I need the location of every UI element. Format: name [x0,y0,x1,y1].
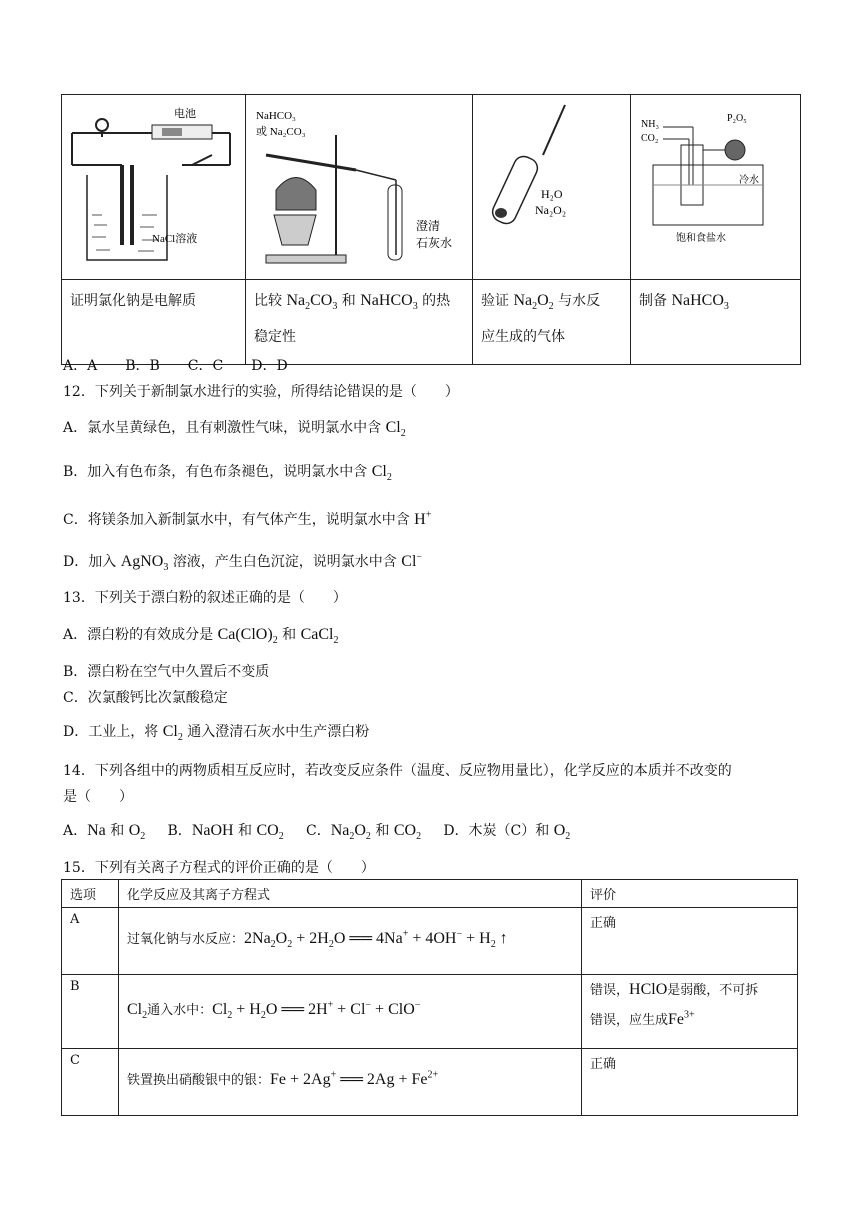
q15-stem: 15．下列有关离子方程式的评价正确的是（ ） [63,860,375,876]
row-a-evaluation: 正确 [582,908,798,975]
header-reaction: 化学反应及其离子方程式 [119,880,582,908]
svg-text:NaCl溶液: NaCl溶液 [152,233,198,245]
svg-text:NH₃: NH₃ [641,119,659,130]
svg-text:或 Na₂CO₃: 或 Na₂CO₃ [256,126,306,138]
row-a-reaction: 过氧化钠与水反应：$2Na_2O_2 + 2H_2O$ ══ $4Na^+ + 4OH^- + H_2$ ↑ [119,908,582,975]
svg-text:CO₂: CO₂ [641,133,659,144]
svg-text:P₂O₅: P₂O₅ [727,113,747,124]
row-a-option: A [62,908,119,975]
q11-options: A．A B．B C．C D．D [63,358,288,374]
svg-text:H₂O: H₂O [541,187,563,201]
figure-na2o2-water [473,95,631,280]
figure-electrolyte [62,95,246,280]
q13-option-b: B．漂白粉在空气中久置后不变质 [63,664,270,680]
caption-nahco3-prep: 制备 NaHCO$_3$ [631,280,801,365]
svg-text:石灰水: 石灰水 [416,236,453,250]
figure-nahco3-prep [631,95,801,280]
q13-stem: 13．下列关于漂白粉的叙述正确的是（ ） [63,590,347,606]
q12-option-a: A．氯水呈黄绿色，且有刺激性气味，说明氯水中含 $Cl_2$ [63,419,406,440]
svg-text:澄清: 澄清 [416,219,441,233]
row-b-reaction: $Cl_2$通入水中：$Cl_2 + H_2O$ ══ 2H+ + Cl− + ClO− [119,975,582,1049]
header-option: 选项 [62,880,119,908]
experiment-table [61,94,801,365]
svg-text:冷水: 冷水 [739,175,759,186]
svg-text:Na₂O₂: Na₂O₂ [535,203,567,217]
row-c-reaction: 铁置换出硝酸银中的银：Fe + 2Ag+ ══ $2Ag + Fe^{2+}$ [119,1049,582,1116]
caption-na2o2-water: 验证 $Na_2O_2$ 与水反 应生成的气体 [473,280,631,365]
row-b-evaluation: 错误，HClO是弱酸，不可拆 错误，应生成$Fe^{3+}$ [582,975,798,1049]
caption-electrolyte [62,280,246,365]
q13-option-d: D．工业上，将 $Cl_2$ 通入澄清石灰水中生产漂白粉 [63,723,370,744]
svg-text:电池: 电池 [174,108,196,120]
svg-text:饱和食盐水: 饱和食盐水 [676,233,726,244]
q12-option-c: C．将镁条加入新制氯水中，有气体产生，说明氯水中含 H+ [63,509,432,528]
q14-stem-line2: 是（ ） [63,789,133,805]
row-b-option: B [62,975,119,1049]
q12-option-d: D．加入 AgNO$_3$ 溶液，产生白色沉淀，说明氯水中含 Cl− [63,551,423,574]
row-c-option: C [62,1049,119,1116]
figure-thermal-stability [246,95,473,280]
caption-thermal-stability: 比较 $Na_2CO_3$ 和 NaHCO$_3$ 的热 稳定性 [246,280,473,365]
q13-option-c: C．次氯酸钙比次氯酸稳定 [63,690,228,706]
caption-text: 证明氯化钠是电解质 [70,293,196,309]
q14-stem-line1: 14．下列各组中的两物质相互反应时，若改变反应条件（温度、反应物用量比），化学反应的本质并不改变的 [63,763,732,779]
q14-options: A．Na 和 $O_2$ B．NaOH 和 $CO_2$ C．$Na_2O_2$ 和 $CO_2$ D．木炭（C）和 $O_2$ [63,822,571,843]
q12-option-b: B．加入有色布条，有色布条褪色，说明氯水中含 $Cl_2$ [63,463,392,484]
q12-stem: 12．下列关于新制氯水进行的实验，所得结论错误的是（ ） [63,384,459,400]
q15-table [61,879,798,1116]
header-evaluation: 评价 [582,880,798,908]
svg-text:NaHCO₃: NaHCO₃ [256,110,296,122]
q13-option-a: A．漂白粉的有效成分是 $Ca(ClO)_2$ 和 CaCl$_2$ [63,626,339,647]
row-c-evaluation: 正确 [582,1049,798,1116]
